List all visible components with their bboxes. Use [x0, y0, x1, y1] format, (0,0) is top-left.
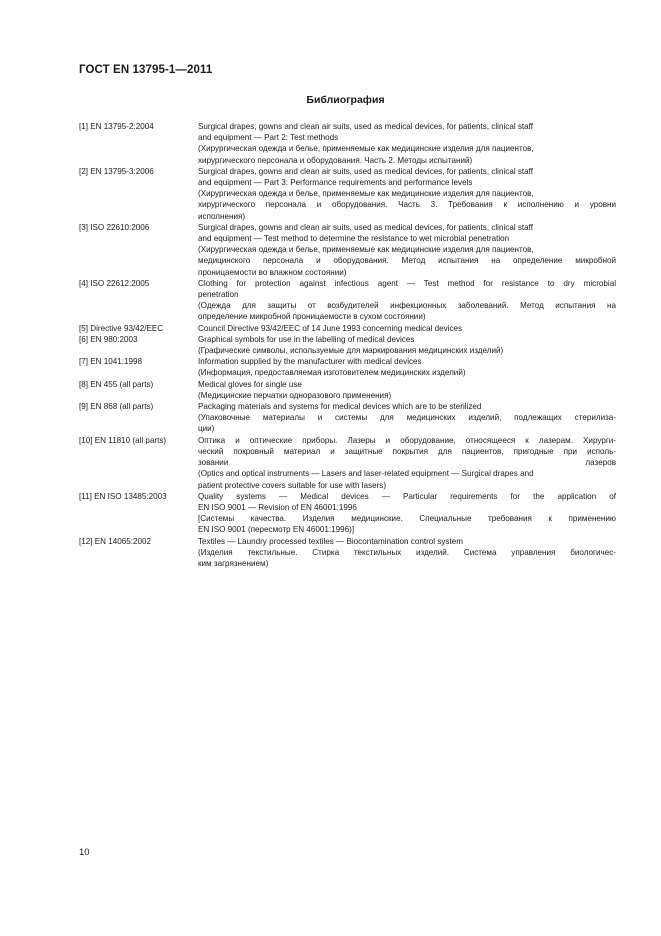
- reference-item: [79, 356, 616, 378]
- reference-text: [198, 356, 616, 378]
- reference-item: [79, 536, 616, 570]
- reference-label: [10] EN 11810 (all parts): [79, 435, 167, 445]
- reference-text-line: зовании лазеров: [198, 458, 616, 468]
- reference-text: [198, 491, 616, 536]
- reference-label: [7] EN 1041:1998: [79, 357, 142, 367]
- reference-text-line: исполнения): [198, 211, 246, 221]
- reference-text: [198, 536, 616, 570]
- reference-text: [198, 323, 616, 334]
- section-title: Библиография: [306, 94, 385, 106]
- reference-text-line: (Хирургическая одежда и белье, применяемые как медицинские изделия для пациентов,: [198, 144, 534, 154]
- reference-text-line: (Хирургическая одежда и белье, применяемые как медицинские изделия для пациентов,: [198, 245, 534, 255]
- reference-item: [79, 401, 616, 435]
- reference-text-line: Packaging materials and systems for medical devices which are to be sterilized: [198, 402, 482, 412]
- reference-text-line: (Графические символы, используемые для маркирования медицинских изделий): [198, 346, 504, 356]
- reference-item: [79, 278, 616, 323]
- reference-text-line: and equipment — Part 2: Test methods: [198, 133, 339, 143]
- reference-text-line: Surgical drapes, gowns and clean air suits, used as medical devices, for patients, clinical staff: [198, 166, 534, 176]
- reference-text-line: and equipment — Test method to determine the resistance to wet microbial penetration: [198, 234, 510, 244]
- reference-text-line: Clothing for protection against infectious agent — Test method for resistance to dry microbial: [198, 278, 616, 288]
- reference-label: [6] EN 980:2003: [79, 334, 138, 344]
- reference-item: [79, 121, 616, 166]
- reference-text-line: Textiles — Laundry processed textiles — Biocontamination control system: [198, 536, 463, 546]
- reference-text-line: ким загрязнением): [198, 558, 269, 568]
- reference-text-line: хирургического персонала и оборудования. Часть 3. Требования к исполнению и уровни: [198, 200, 616, 210]
- reference-text-line: (Одежда для защиты от возбудителей инфекционных заболеваний. Метод испытания на: [198, 301, 616, 311]
- reference-text-line: EN ISO 9001 (пересмотр EN 46001:1996)]: [198, 525, 355, 535]
- reference-text-line: (Медицинские перчатки одноразового применения): [198, 390, 392, 400]
- reference-text-line: EN ISO 9001 — Revision of EN 46001:1996: [198, 502, 357, 512]
- reference-text-line: (Упаковочные материалы и системы для медицинских изделий, подлежащих стерилиза-: [198, 413, 616, 423]
- reference-list: [79, 121, 616, 569]
- reference-text-line: and equipment — Part 3: Performance requirements and performance levels: [198, 178, 473, 188]
- reference-item: [79, 222, 616, 278]
- reference-item: [79, 166, 616, 222]
- reference-text: [198, 166, 616, 222]
- reference-text-line: Council Directive 93/42/EEC of 14 June 1993 concerning medical devices: [198, 323, 463, 333]
- reference-item: [79, 379, 616, 401]
- reference-label: [12] EN 14065:2002: [79, 536, 152, 546]
- reference-label: [8] EN 455 (all parts): [79, 379, 154, 389]
- page-number: 10: [79, 847, 90, 858]
- reference-text-line: Quality systems — Medical devices — Particular requirements for the application of: [198, 491, 616, 501]
- reference-label: [9] EN 868 (all parts): [79, 402, 154, 412]
- reference-text-line: Graphical symbols for use in the labelling of medical devices: [198, 334, 415, 344]
- reference-text-line: определение микробной проницаемости в сухом состоянии): [198, 312, 426, 322]
- reference-text-line: penetration: [198, 290, 239, 300]
- reference-text-line: patient protective covers suitable for use with lasers): [198, 480, 387, 490]
- reference-text-line: Surgical drapes, gowns and clean air suits, used as medical devices, for patients, clinical staff: [198, 122, 534, 131]
- reference-text-line: Information supplied by the manufacturer with medical devices: [198, 357, 422, 367]
- reference-label: [11] EN ISO 13485:2003: [79, 491, 167, 501]
- reference-text-line: Оптика и оптические приборы. Лазеры и оборудование, относящееся к лазерам. Хирурги-: [198, 435, 616, 445]
- reference-text-line: (Изделия текстильные. Стирка текстильных изделий. Система управления биологичес-: [198, 547, 616, 557]
- reference-label: [1] EN 13795-2:2004: [79, 122, 154, 131]
- reference-item: [79, 435, 616, 491]
- reference-text-line: хирургического персонала и оборудования. Часть 2. Методы испытаний): [198, 155, 473, 165]
- reference-text-line: Surgical drapes, gowns and clean air suits, used as medical devices, for patients, clinical staff: [198, 222, 534, 232]
- reference-label: [4] ISO 22612:2005: [79, 278, 150, 288]
- reference-item: [79, 334, 616, 356]
- reference-text-line: ческий покровный материал и защитные покрытия для пациентов, пригодные при исполь-: [198, 446, 616, 456]
- reference-text: [198, 278, 616, 323]
- reference-text-line: (Информация, предоставляемая изготовителем медицинских изделий): [198, 368, 466, 378]
- reference-label: [5] Directive 93/42/EEC: [79, 323, 164, 333]
- reference-text-line: ции): [198, 424, 215, 434]
- reference-text: [198, 222, 616, 278]
- reference-text-line: (Хирургическая одежда и белье, применяемые как медицинские изделия для пациентов,: [198, 189, 534, 199]
- document-code: ГОСТ EN 13795-1—2011: [79, 64, 213, 76]
- reference-text: [198, 435, 616, 491]
- reference-text-line: (Optics and optical instruments — Lasers and laser-related equipment — Surgical drapes and: [198, 469, 534, 479]
- reference-text-line: Medical gloves for single use: [198, 379, 302, 389]
- reference-text: [198, 334, 616, 356]
- reference-item: [79, 323, 616, 334]
- reference-item: [79, 491, 616, 536]
- reference-text-line: медицинского персонала и оборудования. Метод испытания на определение микробной: [198, 256, 616, 266]
- reference-text-line: [Системы качества. Изделия медицинские. Специальные требования к применению: [198, 514, 616, 524]
- reference-text: [198, 401, 616, 435]
- reference-label: [3] ISO 22610:2006: [79, 222, 150, 232]
- reference-text-line: проницаемости во влажном состоянии): [198, 267, 347, 277]
- reference-label: [2] EN 13795-3:2006: [79, 166, 154, 176]
- reference-text: [198, 121, 616, 166]
- reference-text: [198, 379, 616, 401]
